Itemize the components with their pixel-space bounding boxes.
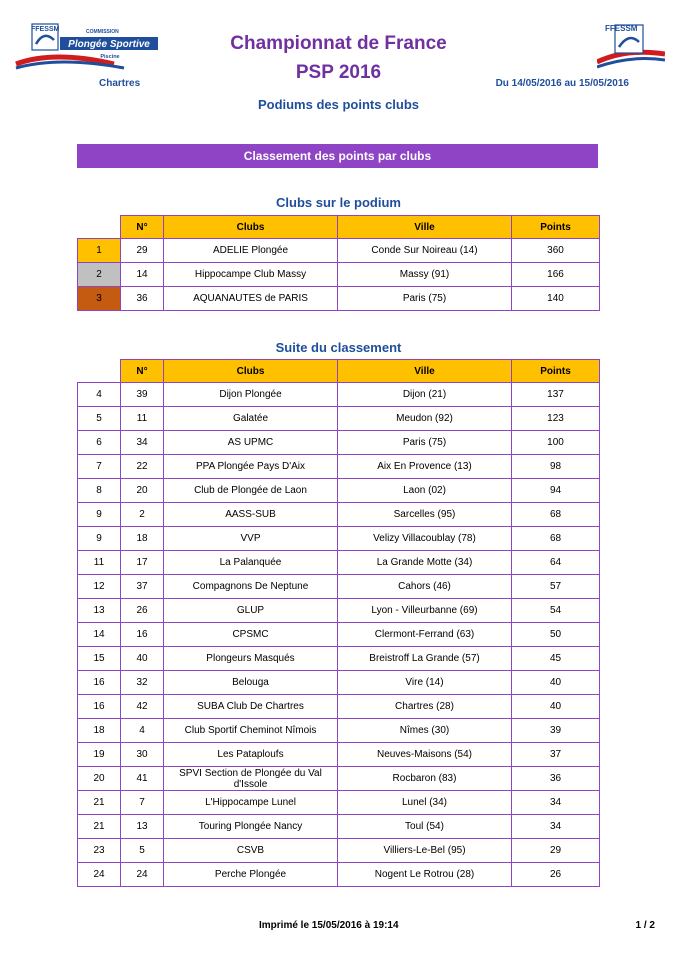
points-cell: 166: [512, 263, 600, 287]
club-cell: SUBA Club De Chartres: [164, 695, 338, 719]
number-cell: 30: [121, 743, 164, 767]
number-cell: 18: [121, 527, 164, 551]
rank-cell: 12: [78, 575, 121, 599]
header-blank: [78, 360, 121, 383]
rank-cell: 19: [78, 743, 121, 767]
table-row: [78, 263, 600, 287]
ville-cell: Velizy Villacoublay (78): [338, 527, 512, 551]
table-row: [78, 671, 600, 695]
suite-title: Suite du classement: [275, 340, 402, 355]
club-cell: VVP: [164, 527, 338, 551]
logo-left-ffessm: FFESSM: [31, 26, 60, 33]
rank-cell: 11: [78, 551, 121, 575]
table-row: [78, 743, 600, 767]
header-points: Points: [512, 216, 600, 239]
points-cell: 137: [512, 383, 600, 407]
points-cell: 68: [512, 527, 600, 551]
table-row: [78, 791, 600, 815]
club-cell: Hippocampe Club Massy: [164, 263, 338, 287]
table-row: [78, 599, 600, 623]
suite-table: [77, 359, 600, 887]
table-row: [78, 239, 600, 263]
ville-cell: Neuves-Maisons (54): [338, 743, 512, 767]
number-cell: 36: [121, 287, 164, 311]
ville-cell: Villiers-Le-Bel (95): [338, 839, 512, 863]
number-cell: 39: [121, 383, 164, 407]
points-cell: 45: [512, 647, 600, 671]
header-blank: [78, 216, 121, 239]
rank-cell: 2: [78, 263, 121, 287]
podium-table: [77, 215, 600, 311]
points-cell: 140: [512, 287, 600, 311]
rank-cell: 3: [78, 287, 121, 311]
rank-cell: 15: [78, 647, 121, 671]
number-cell: 29: [121, 239, 164, 263]
club-cell: Belouga: [164, 671, 338, 695]
points-cell: 123: [512, 407, 600, 431]
header-ville: Ville: [338, 360, 512, 383]
ville-cell: Toul (54): [338, 815, 512, 839]
points-cell: 39: [512, 719, 600, 743]
ville-cell: Aix En Provence (13): [338, 455, 512, 479]
page-subtitle: Podiums des points clubs: [257, 97, 420, 112]
points-cell: 68: [512, 503, 600, 527]
city-label: Chartres: [99, 78, 141, 89]
section-banner: Classement des points par clubs: [77, 144, 598, 168]
number-cell: 42: [121, 695, 164, 719]
points-cell: 94: [512, 479, 600, 503]
rank-cell: 21: [78, 791, 121, 815]
ville-cell: Laon (02): [338, 479, 512, 503]
table-row: [78, 383, 600, 407]
rank-cell: 8: [78, 479, 121, 503]
header-num: N°: [121, 360, 164, 383]
points-cell: 98: [512, 455, 600, 479]
points-cell: 36: [512, 767, 600, 791]
number-cell: 37: [121, 575, 164, 599]
header-clubs: Clubs: [164, 216, 338, 239]
title-line-1: Championnat de France: [230, 33, 447, 54]
points-cell: 34: [512, 791, 600, 815]
print-timestamp: Imprimé le 15/05/2016 à 19:14: [259, 920, 399, 931]
table-row: [78, 839, 600, 863]
dates-label: Du 14/05/2016 au 15/05/2016: [495, 78, 629, 89]
club-cell: Galatée: [164, 407, 338, 431]
rank-cell: 9: [78, 503, 121, 527]
page-number: 1 / 2: [635, 920, 655, 931]
club-cell: SPVI Section de Plongée du Val d'Issole: [164, 767, 338, 791]
title-line-2: PSP 2016: [295, 62, 382, 83]
points-cell: 26: [512, 863, 600, 887]
table-row: [78, 575, 600, 599]
points-cell: 50: [512, 623, 600, 647]
club-cell: Touring Plongée Nancy: [164, 815, 338, 839]
number-cell: 11: [121, 407, 164, 431]
club-cell: Dijon Plongée: [164, 383, 338, 407]
points-cell: 64: [512, 551, 600, 575]
points-cell: 54: [512, 599, 600, 623]
rank-cell: 1: [78, 239, 121, 263]
ville-cell: Nîmes (30): [338, 719, 512, 743]
number-cell: 7: [121, 791, 164, 815]
podium-title: Clubs sur le podium: [276, 195, 401, 210]
rank-cell: 14: [78, 623, 121, 647]
points-cell: 37: [512, 743, 600, 767]
club-cell: La Palanquée: [164, 551, 338, 575]
points-cell: 360: [512, 239, 600, 263]
number-cell: 34: [121, 431, 164, 455]
rank-cell: 21: [78, 815, 121, 839]
rank-cell: 9: [78, 527, 121, 551]
ville-cell: Lyon - Villeurbanne (69): [338, 599, 512, 623]
ville-cell: Massy (91): [338, 263, 512, 287]
ville-cell: Rocbaron (83): [338, 767, 512, 791]
club-cell: Les Pataploufs: [164, 743, 338, 767]
logo-right-ffessm: FFESSM: [605, 24, 638, 33]
header-clubs: Clubs: [164, 360, 338, 383]
number-cell: 16: [121, 623, 164, 647]
logo-left-commission: COMMISSION: [86, 29, 119, 35]
club-cell: ADELIE Plongée: [164, 239, 338, 263]
table-row: [78, 863, 600, 887]
ville-cell: Nogent Le Rotrou (28): [338, 863, 512, 887]
number-cell: 2: [121, 503, 164, 527]
points-cell: 34: [512, 815, 600, 839]
number-cell: 41: [121, 767, 164, 791]
header-points: Points: [512, 360, 600, 383]
ville-cell: La Grande Motte (34): [338, 551, 512, 575]
points-cell: 40: [512, 671, 600, 695]
club-cell: GLUP: [164, 599, 338, 623]
header-ville: Ville: [338, 216, 512, 239]
rank-cell: 4: [78, 383, 121, 407]
rank-cell: 13: [78, 599, 121, 623]
club-cell: Perche Plongée: [164, 863, 338, 887]
suite-header-row: [78, 360, 600, 383]
club-cell: AASS-SUB: [164, 503, 338, 527]
number-cell: 20: [121, 479, 164, 503]
club-cell: CSVB: [164, 839, 338, 863]
club-cell: PPA Plongée Pays D'Aix: [164, 455, 338, 479]
ville-cell: Dijon (21): [338, 383, 512, 407]
ville-cell: Sarcelles (95): [338, 503, 512, 527]
rank-cell: 20: [78, 767, 121, 791]
ville-cell: Chartres (28): [338, 695, 512, 719]
ville-cell: Clermont-Ferrand (63): [338, 623, 512, 647]
table-row: [78, 455, 600, 479]
number-cell: 22: [121, 455, 164, 479]
ville-cell: Paris (75): [338, 431, 512, 455]
rank-cell: 18: [78, 719, 121, 743]
club-cell: Club de Plongée de Laon: [164, 479, 338, 503]
ville-cell: Cahors (46): [338, 575, 512, 599]
table-row: [78, 815, 600, 839]
table-row: [78, 503, 600, 527]
table-row: [78, 695, 600, 719]
table-row: [78, 527, 600, 551]
table-row: [78, 623, 600, 647]
club-cell: L'Hippocampe Lunel: [164, 791, 338, 815]
points-cell: 100: [512, 431, 600, 455]
ville-cell: Meudon (92): [338, 407, 512, 431]
rank-cell: 7: [78, 455, 121, 479]
ville-cell: Vire (14): [338, 671, 512, 695]
podium-header-row: [78, 216, 600, 239]
rank-cell: 23: [78, 839, 121, 863]
ville-cell: Conde Sur Noireau (14): [338, 239, 512, 263]
number-cell: 26: [121, 599, 164, 623]
points-cell: 40: [512, 695, 600, 719]
number-cell: 5: [121, 839, 164, 863]
table-row: [78, 431, 600, 455]
table-row: [78, 767, 600, 791]
rank-cell: 24: [78, 863, 121, 887]
club-cell: AQUANAUTES de PARIS: [164, 287, 338, 311]
number-cell: 14: [121, 263, 164, 287]
table-row: [78, 647, 600, 671]
rank-cell: 16: [78, 695, 121, 719]
points-cell: 29: [512, 839, 600, 863]
club-cell: Compagnons De Neptune: [164, 575, 338, 599]
ville-cell: Lunel (34): [338, 791, 512, 815]
points-cell: 57: [512, 575, 600, 599]
number-cell: 13: [121, 815, 164, 839]
club-cell: AS UPMC: [164, 431, 338, 455]
rank-cell: 16: [78, 671, 121, 695]
club-cell: Plongeurs Masqués: [164, 647, 338, 671]
club-cell: CPSMC: [164, 623, 338, 647]
logo-left-name: Plongée Sportive: [68, 39, 150, 50]
rank-cell: 5: [78, 407, 121, 431]
table-row: [78, 479, 600, 503]
number-cell: 17: [121, 551, 164, 575]
table-row: [78, 407, 600, 431]
number-cell: 4: [121, 719, 164, 743]
table-row: [78, 287, 600, 311]
logo-left-piscine: Piscine: [100, 54, 120, 60]
number-cell: 32: [121, 671, 164, 695]
number-cell: 24: [121, 863, 164, 887]
table-row: [78, 719, 600, 743]
rank-cell: 6: [78, 431, 121, 455]
header-num: N°: [121, 216, 164, 239]
table-row: [78, 551, 600, 575]
ville-cell: Breistroff La Grande (57): [338, 647, 512, 671]
ville-cell: Paris (75): [338, 287, 512, 311]
club-cell: Club Sportif Cheminot Nîmois: [164, 719, 338, 743]
number-cell: 40: [121, 647, 164, 671]
